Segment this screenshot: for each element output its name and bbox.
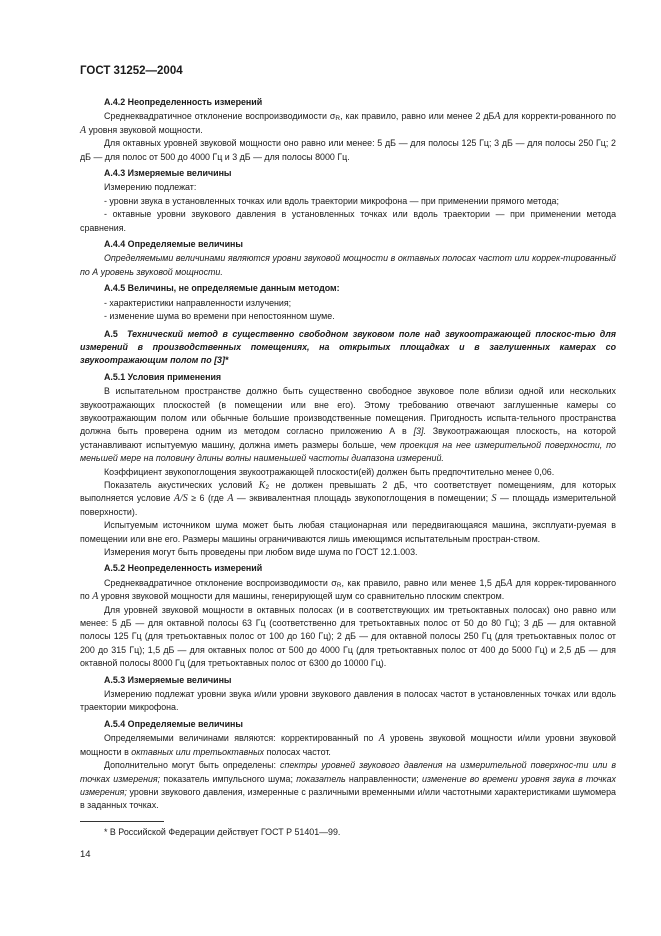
text-span: Среднеквадратичное отклонение воспроизводимости σ — [104, 577, 337, 588]
footnote: * В Российской Федерации действует ГОСТ Р 51401—99. — [104, 827, 341, 837]
section-a5-title: Технический метод в существенно свободном звуковом поле над звукоотражающей плоскос-тью для измерений в производственных помещениях, на открытых площадках и в заглушенных камерах со звукоотражающим полом по [3]* — [80, 328, 616, 366]
section-a42-title: А.4.2 Неопределенность измерений — [104, 97, 263, 107]
text-span: В испытательном пространстве должно быть существенно свободное звуковое поле вблизи одной или нескольких звукоотражающих плоскостей (в помещении или вне его). Этому требованию отвечают заглушенные камеры со звукоотражающим полом или обычные большие производственные помещения. Пригодность испыта-тельного пространства должна быть проверена одним из методом согласно приложению А в — [80, 386, 616, 437]
text-span: уровни звукового давления, измеренные с различными временными и/или частотными характеристиками шумомера в заданных точках. — [80, 786, 616, 811]
text-span: — площадь измерительной поверхности). — [80, 493, 617, 517]
section-a53-title: А.5.3 Измеряемые величины — [104, 674, 232, 685]
math-symbol: A — [227, 493, 234, 505]
italic-span: чем проекция на нее измерительной поверхности, — [380, 439, 603, 450]
text-span: Показатель акустических условий — [104, 479, 259, 490]
section-a51-paragraph-3 — [80, 479, 616, 519]
section-a51-paragraph-2: Коэффициент звукопоглощения звукоотражающей плоскости(ей) должен быть предпочтительно менее 0,06. — [104, 466, 555, 477]
subscript: R — [336, 581, 342, 589]
section-a44-text: Определяемыми величинами являются уровни звуковой мощности в октавных полосах частот или коррек-тированный по А уровень звуковой мощности. — [80, 253, 616, 277]
section-a51-paragraph-5: Измерения могут быть проведены при любом виде шума по ГОСТ 12.1.003. — [104, 547, 418, 557]
text-span: Среднеквадратичное отклонение воспроизводимости σ — [104, 111, 336, 122]
italic-span: по меньшей мере на половину длины волны наименьшей частоты диапазона измерений. — [80, 439, 616, 464]
math-symbol: K — [258, 479, 266, 491]
section-a54-title: А.5.4 Определяемые величины — [104, 718, 243, 729]
math-symbol: А — [494, 111, 501, 123]
section-a51-paragraph-1 — [80, 385, 616, 465]
section-a53-text: Измерению подлежат уровни звука и/или уровни звукового давления в полосах частот в установленных точках или вдоль траектории микрофона. — [80, 689, 616, 713]
section-a5-heading — [80, 328, 616, 368]
document-header: ГОСТ 31252—2004 — [80, 65, 183, 77]
math-symbol: S — [491, 493, 497, 505]
section-a42-paragraph-2: Для октавных уровней звуковой мощности оно равно или менее: 5 дБ — для полосы 125 Гц; 3 дБ — для полосы 250 Гц; 2 дБ — для полос от 500 до 4000 Гц и 3 дБ — для полосы 8000 Гц. — [80, 138, 616, 162]
section-a52-paragraph-1 — [80, 577, 616, 604]
math-symbol: A/S — [173, 493, 188, 505]
math-symbol: А — [80, 124, 87, 136]
section-a52-title: А.5.2 Неопределенность измерений — [104, 563, 263, 574]
text-span: ≥ 6 (где — [187, 493, 228, 504]
section-a45-title: А.4.5 Величины, не определяемые данным методом: — [104, 283, 340, 294]
text-span: — эквивалентная площадь звукопоглощения в помещении; — [233, 493, 492, 504]
text-span: полосах частот. — [264, 746, 331, 757]
section-a44-title: А.4.4 Определяемые величины — [104, 239, 243, 250]
section-a54-paragraph-2 — [80, 759, 616, 813]
text-span: Звукоотражающая плоскость, на которой устанавливают испытуемую машину, должна иметь размеры больше, — [80, 426, 616, 450]
text-span: направленности; — [345, 773, 422, 784]
text-span: , как правило, равно или менее 2 дБ — [340, 111, 495, 122]
text-span: уровня звуковой мощности для машины, генерирующей шум со сравнительно плоским спектром. — [98, 591, 505, 602]
text-span: уровня звуковой мощности. — [86, 124, 203, 135]
section-a51-title: А.5.1 Условия применения — [104, 371, 222, 382]
section-a43-item-1: - уровни звука в установленных точках или вдоль траектории микрофона — при применении прямого метода; — [104, 195, 559, 206]
text-span: Определяемыми величинами являются: корректированный по — [104, 733, 379, 744]
text-span: для коррек-тированного по — [80, 577, 617, 602]
section-a54-paragraph-1 — [80, 732, 616, 759]
section-a42-paragraph-1 — [80, 110, 616, 137]
text-span: уровень звуковой мощности и/или уровни звуковой мощности в — [80, 733, 616, 757]
italic-span: октавных или третьоктавных — [131, 746, 265, 757]
italic-span: спектры уровней звукового давления на измерительной поверхнос-ти или в точках измерения; — [80, 760, 616, 784]
document-page — [80, 56, 616, 813]
text-span: Дополнительно могут быть определены: — [104, 760, 281, 771]
italic-span: показатель — [296, 773, 346, 784]
reference: [3]. — [413, 426, 426, 437]
italic-span: изменение во времени уровня звука в точках измерения; — [80, 773, 616, 797]
page-number: 14 — [80, 849, 91, 860]
math-symbol: А — [92, 591, 99, 603]
section-a45-item-1: - характеристики направленности излучения; — [104, 297, 292, 308]
subscript: R — [335, 115, 341, 123]
section-a43-intro: Измерению подлежат: — [104, 182, 197, 193]
text-span: показатель импульсного шума; — [160, 773, 297, 784]
subscript: 2 — [265, 483, 270, 491]
section-a43-item-2: - октавные уровни звукового давления в установленных точках или вдоль траектории — при применении метода сравнения. — [80, 209, 616, 233]
section-a5-number: А.5 — [104, 328, 118, 339]
section-a52-paragraph-2: Для уровней звуковой мощности в октавных полосах (и в соответствующих им третьоктавных полосах) оно равно или менее: 5 дБ — для октавной полосы 63 Гц (соответственно для третьоктавных полос от 50 до 80 Гц); 3 дБ — для октавной полосы 125 Гц (для третьоктавных полос от 100 до 160 Гц); 2 дБ — для октавной полосы 250 Гц (для третьоктавных полос от 200 до 315 Гц); 1,5 дБ — для октавных полос от 500 до 4000 Гц (для третьоктавных полос от 400 до 5000 Гц) и 2,5 дБ — для октавной полосы 8000 Гц (для третьоктавных полос от 6300 до 10000 Гц). — [80, 604, 616, 669]
text-span: , как правило, равно или менее 1,5 дБ — [341, 577, 507, 588]
section-a43-title: А.4.3 Измеряемые величины — [104, 168, 232, 179]
text-span: не должен превышать 2 дБ, что соответствует помещениям, для которых выполняется условие — [80, 479, 616, 504]
text-span: для корректи-рованного по — [500, 111, 616, 122]
math-symbol: А — [378, 733, 385, 745]
footnote-divider — [80, 821, 164, 822]
section-a45-item-2: - изменение шума во времени при непостоянном шуме. — [104, 311, 335, 322]
math-symbol: А — [506, 577, 513, 589]
section-a51-paragraph-4: Испытуемым источником шума может быть любая стационарная или передвигающаяся машина, эксплуати-руемая в помещении или вне его. Размеры машины ограничиваются лишь имеющимся испытательным простран-ством. — [80, 520, 616, 544]
